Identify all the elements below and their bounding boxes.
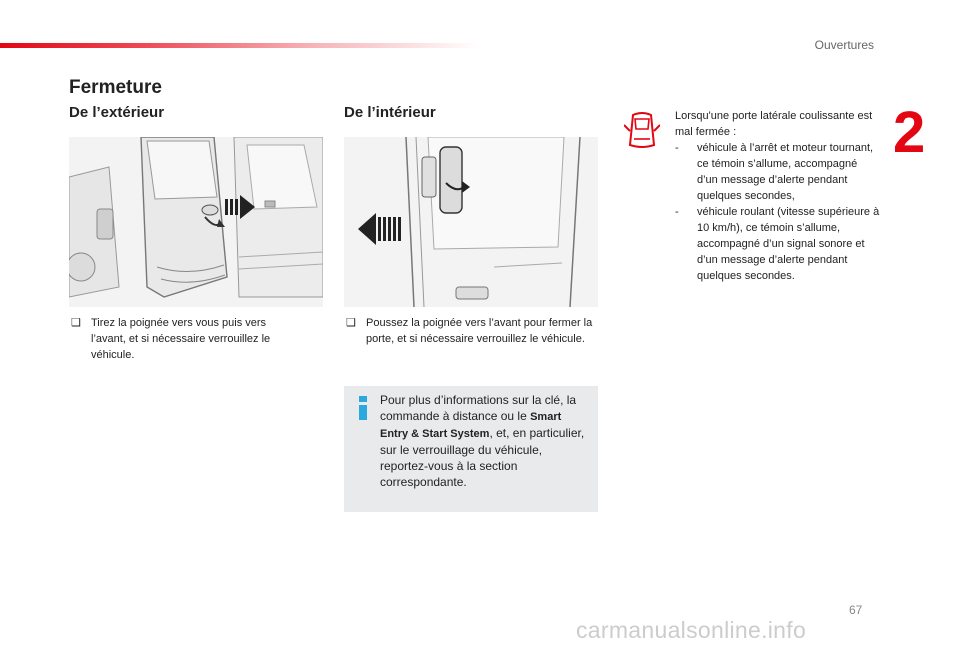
page-number: 67 [849,603,863,617]
header-accent-bar [0,43,480,48]
section-name: Ouvertures [814,38,874,52]
warning-item [675,204,880,284]
check-box-glyph-icon: ❑ [346,317,356,329]
watermark: carmanualsonline.info [576,617,807,643]
warning-item [675,140,880,204]
check-box-glyph-icon: ❑ [71,317,81,329]
warning-text [675,108,880,284]
info-text [380,392,588,490]
info-icon [356,396,370,420]
exterior-heading: De l’extérieur [69,104,165,121]
warning-item-dash: - [675,206,679,218]
interior-instruction [344,315,598,347]
exterior-instruction-text: Tirez la poignée vers vous puis vers l’avant, et si nécessaire verrouillez le véhicule. [91,317,271,361]
interior-heading: De l’intérieur [344,104,436,121]
page-title: Fermeture [69,77,162,98]
warning-intro: Lorsqu'une porte latérale coulissante est mal fermée : [675,110,873,138]
door-open-warning-icon [624,111,660,151]
info-text-before: Pour plus d’informations sur la clé, la commande à distance ou le [380,393,577,423]
warning-item-dash: - [675,142,679,154]
chapter-number: 2 [893,100,926,165]
interior-door-illustration [344,137,598,307]
exterior-door-illustration [69,137,323,307]
exterior-instruction [69,315,301,363]
info-text-bold: Smart Entry & Start System [380,411,562,440]
info-text-after: , et, en particulier, sur le verrouillage du véhicule, reportez-vous à la section correspondante. [380,426,585,489]
warning-item-text: véhicule roulant (vitesse supérieure à 10 km/h), ce témoin s’allume, accompagné d’un signal sonore et d’un message d’alerte pendant quelques secondes. [697,206,880,282]
warning-item-text: véhicule à l’arrêt et moteur tournant, ce témoin s’allume, accompagné d’un message d’alerte pendant quelques secondes, [697,142,874,202]
info-box [344,386,598,512]
interior-instruction-text: Poussez la poignée vers l’avant pour fermer la porte, et si nécessaire verrouillez le véhicule. [366,317,593,345]
